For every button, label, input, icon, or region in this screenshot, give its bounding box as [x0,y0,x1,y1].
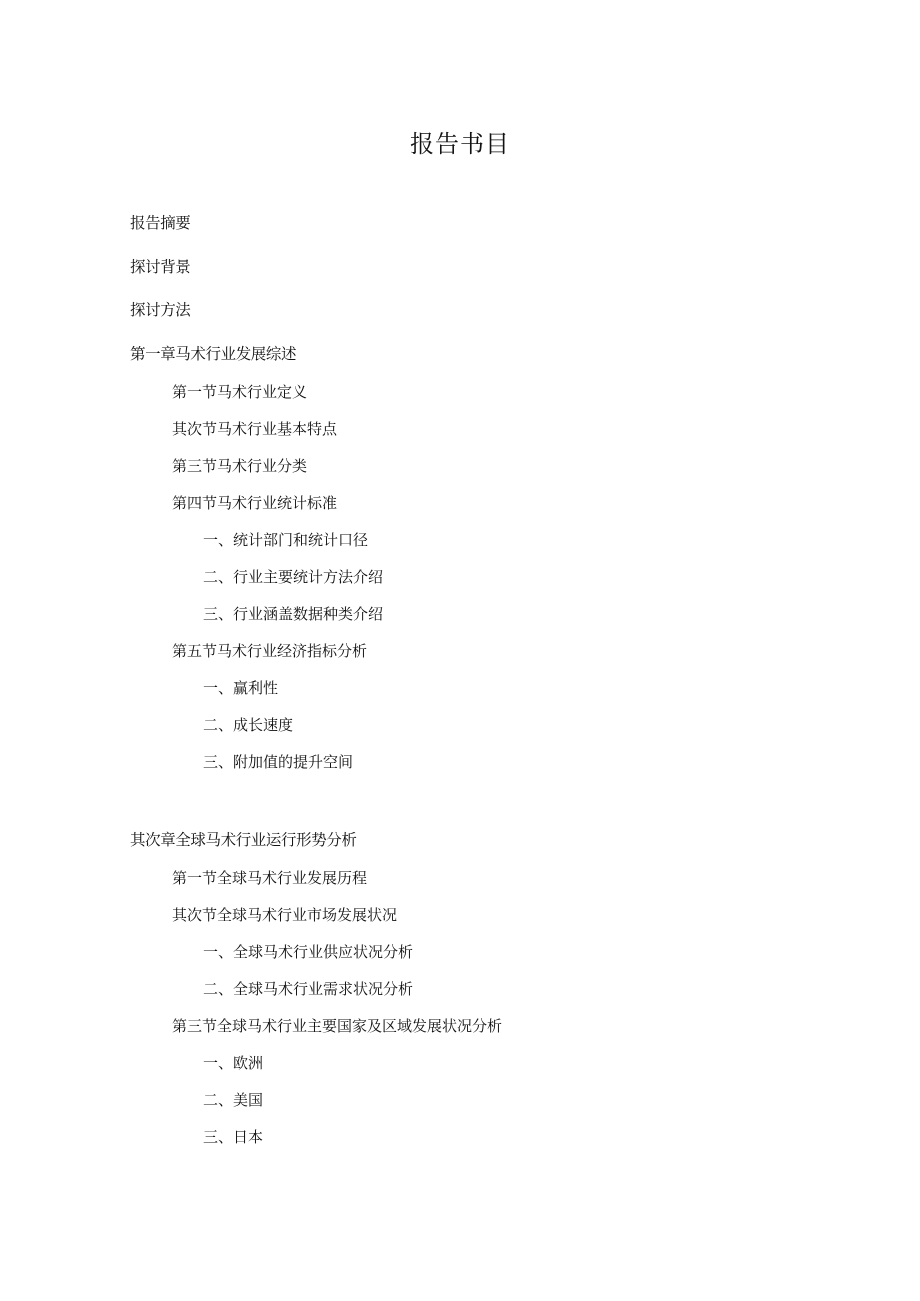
toc-subsection: 二、行业主要统计方法介绍 [203,568,384,586]
toc-subsection: 二、全球马术行业需求状况分析 [203,980,414,998]
toc-subsection: 三、日本 [203,1128,264,1146]
toc-chapter-2: 其次章全球马术行业运行形势分析 [130,831,357,849]
toc-section: 其次节全球马术行业市场发展状况 [172,906,398,924]
toc-subsection: 三、附加值的提升空间 [203,753,354,771]
toc-subsection: 一、统计部门和统计口径 [203,531,369,549]
toc-subsection: 二、成长速度 [203,716,294,734]
toc-subsection: 一、赢利性 [203,679,279,697]
toc-item-method: 探讨方法 [130,301,191,319]
toc-section: 第三节马术行业分类 [172,457,308,475]
toc-section: 第三节全球马术行业主要国家及区域发展状况分析 [172,1017,503,1035]
toc-subsection: 一、欧洲 [203,1054,264,1072]
toc-section: 第四节马术行业统计标准 [172,494,338,512]
page-title: 报告书目 [410,130,510,158]
toc-section: 第五节马术行业经济指标分析 [172,642,368,660]
toc-section: 第一节马术行业定义 [172,383,308,401]
toc-item-summary: 报告摘要 [130,214,191,232]
toc-item-background: 探讨背景 [130,258,191,276]
toc-section: 其次节马术行业基本特点 [172,420,338,438]
toc-subsection: 三、行业涵盖数据种类介绍 [203,605,384,623]
toc-chapter-1: 第一章马术行业发展综述 [130,345,297,363]
toc-subsection: 二、美国 [203,1091,264,1109]
toc-section: 第一节全球马术行业发展历程 [172,869,368,887]
toc-subsection: 一、全球马术行业供应状况分析 [203,943,414,961]
